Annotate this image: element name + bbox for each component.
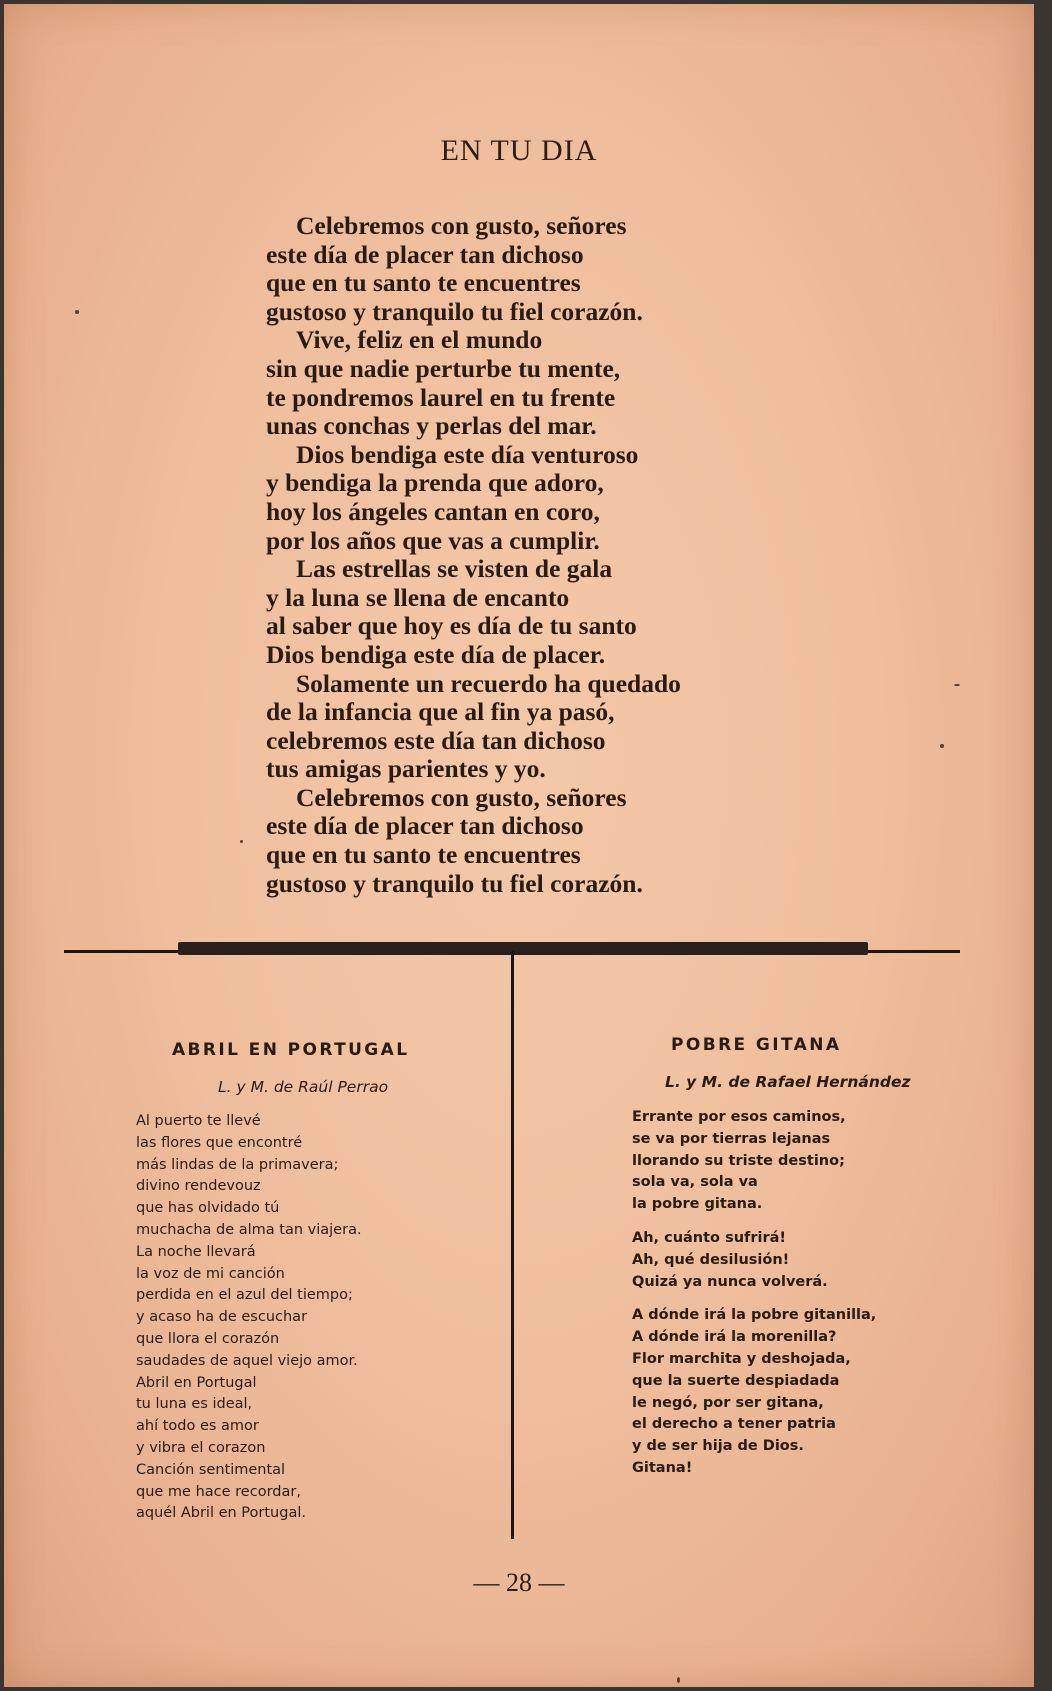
- lyric-line: Ah, qué desilusión!: [632, 1251, 790, 1268]
- lyric-line: sola va, sola va: [632, 1174, 758, 1191]
- lyric-line: Abril en Portugal: [136, 1374, 257, 1391]
- poem-line: Vive, feliz en el mundo: [296, 325, 543, 355]
- lyric-line: aquél Abril en Portugal.: [136, 1505, 306, 1522]
- left-song-lyrics: [136, 1111, 362, 1525]
- lyric-line: la voz de mi canción: [136, 1265, 285, 1282]
- poem-line: gustoso y tranquilo tu fiel corazón.: [266, 868, 643, 898]
- lyric-line: que has olvidado tú: [136, 1200, 280, 1217]
- lyric-line: y de ser hija de Dios.: [632, 1438, 804, 1455]
- poem-line: al saber que hoy es día de tu santo: [266, 611, 637, 641]
- poem-line: Dios bendiga este día venturoso: [296, 439, 639, 469]
- poem-line: este día de placer tan dichoso: [266, 811, 584, 841]
- book-page: [4, 4, 1034, 1687]
- lyric-line: las flores que encontré: [136, 1134, 303, 1151]
- poem-line: Celebremos con gusto, señores: [296, 211, 627, 240]
- poem-line: que en tu santo te encuentres: [266, 268, 581, 298]
- right-song-credit: L. y M. de Rafael Hernández: [665, 1073, 911, 1091]
- lyric-line: Flor marchita y deshojada,: [632, 1350, 851, 1367]
- lyric-line: perdida en el azul del tiempo;: [136, 1287, 353, 1304]
- poem-line: Dios bendiga este día de placer.: [266, 639, 606, 669]
- left-song-credit: L. y M. de Raúl Perrao: [218, 1078, 389, 1096]
- lyric-line: muchacha de alma tan viajera.: [136, 1221, 362, 1238]
- poem-line: y bendiga la prenda que adoro,: [266, 468, 604, 498]
- lyric-line: que la suerte despiadada: [632, 1372, 840, 1389]
- poem-line: hoy los ángeles cantan en coro,: [266, 496, 600, 526]
- poem-line: este día de placer tan dichoso: [266, 239, 584, 269]
- lyric-line: A dónde irá la pobre gitanilla,: [632, 1307, 877, 1324]
- lyric-line: saudades de aquel viejo amor.: [136, 1352, 358, 1369]
- horizontal-divider-bar: [178, 942, 868, 955]
- poem-line: de la infancia que al fin ya pasó,: [266, 697, 615, 727]
- lyric-line: La noche llevará: [136, 1243, 256, 1260]
- lyric-line: Al puerto te llevé: [136, 1113, 261, 1129]
- lyric-line: Quizá ya nunca volverá.: [632, 1273, 828, 1290]
- lyric-line: Canción sentimental: [136, 1461, 286, 1478]
- poem-line: Celebremos con gusto, señores: [296, 782, 627, 812]
- lyric-line: A dónde irá la morenilla?: [632, 1329, 837, 1346]
- poem-line: por los años que vas a cumplir.: [266, 525, 600, 555]
- paper-speck: [940, 744, 944, 748]
- right-song-title: POBRE GITANA: [671, 1035, 842, 1055]
- paper-speck: [240, 840, 243, 843]
- right-song-lyrics: [632, 1107, 876, 1492]
- poem-title: EN TU DIA: [440, 134, 598, 167]
- lyric-line: le negó, por ser gitana,: [632, 1394, 824, 1411]
- paper-speck: [75, 310, 79, 314]
- lyric-line: que me hace recordar,: [136, 1483, 301, 1500]
- left-song-title: ABRIL EN PORTUGAL: [172, 1040, 410, 1060]
- lyric-stanza: [632, 1107, 876, 1216]
- lyric-line: divino rendevouz: [136, 1178, 261, 1195]
- page-number: — 28 —: [473, 1568, 565, 1597]
- lyric-line: Gitana!: [632, 1459, 693, 1476]
- lyric-line: llorando su triste destino;: [632, 1152, 845, 1169]
- poem-line: gustoso y tranquilo tu fiel corazón.: [266, 296, 643, 326]
- lyric-line: la pobre gitana.: [632, 1196, 763, 1213]
- poem-line: celebremos este día tan dichoso: [266, 725, 606, 755]
- paper-speck: [677, 1677, 680, 1683]
- lyric-line: Ah, cuánto sufrirá!: [632, 1229, 786, 1246]
- poem-line: Las estrellas se visten de gala: [296, 554, 613, 584]
- lyric-line: ahí todo es amor: [136, 1418, 259, 1435]
- poem-line: Solamente un recuerdo ha quedado: [296, 668, 681, 698]
- poem-line: que en tu santo te encuentres: [266, 840, 581, 870]
- lyric-line: tu luna es ideal,: [136, 1396, 253, 1413]
- lyric-line: Errante por esos caminos,: [632, 1109, 846, 1125]
- paper-speck: [954, 684, 960, 686]
- lyric-stanza: [632, 1228, 876, 1293]
- poem-line: te pondremos laurel en tu frente: [266, 382, 616, 412]
- lyric-line: que llora el corazón: [136, 1330, 280, 1347]
- lyric-line: más lindas de la primavera;: [136, 1156, 339, 1173]
- lyric-line: el derecho a tener patria: [632, 1416, 836, 1433]
- poem-line: unas conchas y perlas del mar.: [266, 411, 597, 441]
- lyric-line: y acaso ha de escuchar: [136, 1309, 308, 1326]
- lyric-line: y vibra el corazon: [136, 1439, 266, 1456]
- poem-body: [266, 212, 786, 898]
- column-divider: [511, 951, 514, 1539]
- lyric-stanza: [632, 1305, 876, 1479]
- poem-line: tus amigas parientes y yo.: [266, 754, 546, 784]
- poem-line: sin que nadie perturbe tu mente,: [266, 353, 621, 383]
- poem-line: y la luna se llena de encanto: [266, 582, 570, 612]
- lyric-line: se va por tierras lejanas: [632, 1130, 831, 1147]
